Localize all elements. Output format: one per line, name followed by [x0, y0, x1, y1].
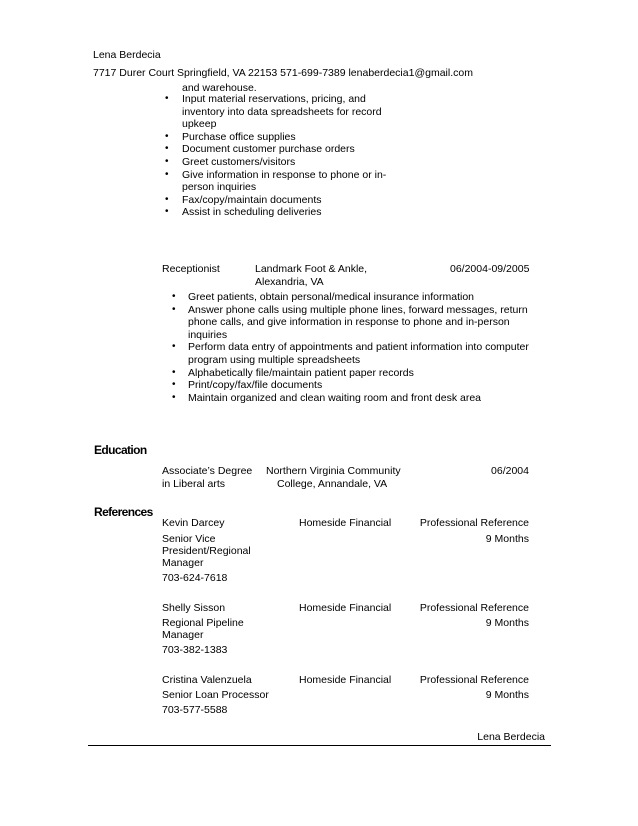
- header-name: Lena Berdecia: [93, 49, 161, 61]
- bullet-text-line: Greet patients, obtain personal/medical insurance information: [188, 291, 474, 303]
- reference-duration: 9 Months: [485, 533, 529, 545]
- reference-title-line: Manager: [162, 557, 204, 569]
- bullet-icon: •: [172, 366, 176, 378]
- reference-name: Shelly Sisson: [162, 602, 226, 614]
- bullet-icon: •: [172, 391, 176, 403]
- education-school: Northern Virginia Community: [266, 465, 401, 477]
- job-employer: Landmark Foot & Ankle,: [255, 263, 368, 275]
- reference-type: Professional Reference: [419, 674, 529, 686]
- reference-title-line: Manager: [162, 629, 204, 641]
- bullet-text-line: Give information in response to phone or in-: [182, 168, 387, 181]
- bullet-text-line: upkeep: [182, 118, 217, 131]
- bullet-text-line: Assist in scheduling deliveries: [182, 206, 322, 219]
- bullet-icon: •: [172, 341, 176, 353]
- bullet-text-line: Perform data entry of appointments and patient information into computer: [188, 341, 529, 354]
- bullet-text-line: Answer phone calls using multiple phone lines, forward messages, return: [188, 303, 528, 316]
- education-major: in Liberal arts: [162, 478, 226, 490]
- education-heading: Education: [94, 443, 147, 457]
- header-contact-line: 7717 Durer Court Springfield, VA 22153 571-699-7389 lenaberdecia1@gmail.com: [93, 67, 473, 79]
- education-date: 06/2004: [491, 465, 529, 477]
- bullet-icon: •: [172, 379, 176, 391]
- reference-type: Professional Reference: [419, 602, 529, 614]
- bullet-icon: •: [165, 168, 169, 180]
- bullet-text-line: Input material reservations, pricing, and: [182, 93, 366, 105]
- reference-name: Kevin Darcey: [162, 517, 225, 529]
- bullet-text-line: person inquiries: [182, 181, 257, 194]
- reference-title-line: Senior Vice: [162, 533, 216, 545]
- reference-company: Homeside Financial: [299, 602, 392, 614]
- job-location: Alexandria, VA: [255, 276, 324, 288]
- education-school-location: College, Annandale, VA: [277, 478, 388, 490]
- bullet-text-line: inquiries: [188, 328, 228, 341]
- bullet-icon: •: [165, 193, 169, 205]
- job-title: Receptionist: [162, 263, 220, 275]
- bullet-text-line: Purchase office supplies: [182, 130, 296, 143]
- reference-phone: 703-382-1383: [162, 644, 228, 656]
- bullet-text-line: Greet customers/visitors: [182, 156, 296, 168]
- reference-title-line: Regional Pipeline: [162, 617, 244, 629]
- reference-duration: 9 Months: [485, 617, 529, 629]
- continuation-text: and warehouse.: [182, 82, 257, 94]
- bullet-text-line: Document customer purchase orders: [182, 143, 355, 156]
- bullet-icon: •: [172, 303, 176, 315]
- bullet-text-line: inventory into data spreadsheets for record: [182, 105, 382, 118]
- bullet-icon: •: [165, 156, 169, 167]
- reference-title-line: Senior Loan Processor: [162, 689, 269, 701]
- bullet-text-line: program using multiple spreadsheets: [188, 354, 361, 366]
- education-degree: Associate’s Degree: [162, 465, 253, 477]
- reference-phone: 703-577-5588: [162, 704, 228, 716]
- reference-title-line: President/Regional: [162, 545, 251, 557]
- bullet-icon: •: [165, 206, 169, 218]
- bullet-text-line: phone calls, and give information in response to phone and in-person: [188, 316, 510, 329]
- reference-type: Professional Reference: [419, 517, 529, 529]
- bullet-text-line: Maintain organized and clean waiting room and front desk area: [188, 391, 482, 404]
- job-dates: 06/2004-09/2005: [450, 263, 530, 275]
- footer-divider: [88, 745, 551, 746]
- reference-phone: 703-624-7618: [162, 572, 228, 584]
- reference-duration: 9 Months: [485, 689, 529, 701]
- bullet-icon: •: [165, 93, 169, 104]
- references-heading: References: [94, 505, 153, 519]
- bullet-icon: •: [165, 143, 169, 155]
- bullet-icon: •: [165, 130, 169, 142]
- bullet-text-line: Alphabetically file/maintain patient paper records: [188, 366, 414, 379]
- bullet-icon: •: [172, 291, 176, 302]
- reference-name: Cristina Valenzuela: [162, 674, 252, 686]
- reference-company: Homeside Financial: [299, 517, 392, 529]
- bullet-text-line: Print/copy/fax/file documents: [188, 379, 323, 392]
- bullet-text-line: Fax/copy/maintain documents: [182, 193, 322, 206]
- reference-company: Homeside Financial: [299, 674, 392, 686]
- footer-name: Lena Berdecia: [477, 731, 545, 743]
